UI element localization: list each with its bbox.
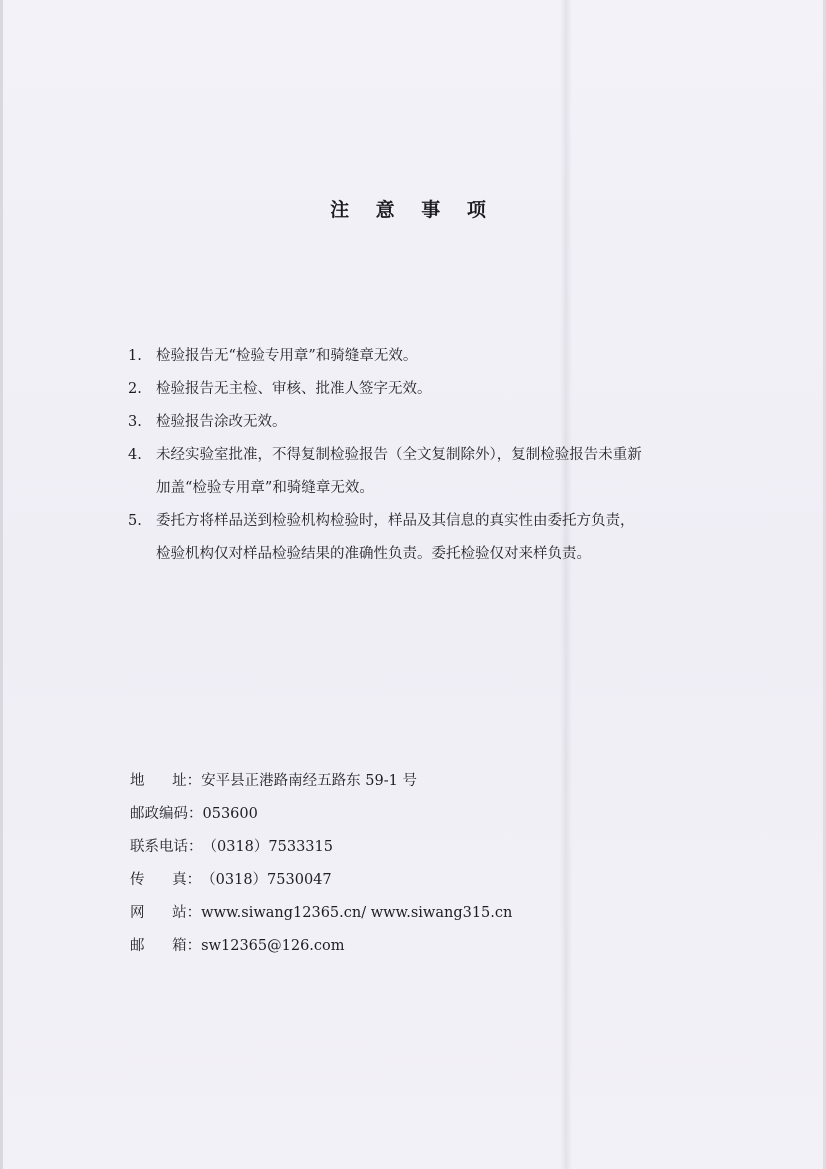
contact-label: 传 真： — [130, 872, 202, 888]
contact-value: （0318）7533315 — [202, 839, 333, 855]
note-text: 未经实验室批准，不得复制检验报告（全文复制除外），复制检验报告未重新 加盖“检验专用章”和骑缝章无效。 — [156, 447, 642, 496]
contact-postcode — [130, 798, 630, 831]
contact-value: 053600 — [202, 806, 258, 822]
contact-value: 安平县正港路南经五路东 59-1 号 — [201, 773, 417, 789]
note-item — [128, 439, 728, 505]
contact-phone — [130, 831, 630, 864]
contact-address — [130, 765, 630, 798]
note-item — [128, 373, 728, 406]
page-title: 注 意 事 项 — [330, 199, 496, 221]
note-number: 2. — [128, 381, 142, 397]
contact-label: 邮 箱： — [130, 938, 202, 954]
note-item — [128, 505, 728, 571]
notes-list — [128, 340, 728, 571]
contact-label: 地 址： — [130, 773, 202, 789]
contact-label: 邮政编码： — [130, 806, 203, 822]
contact-value: www.siwang12365.cn/ www.siwang315.cn — [201, 905, 513, 921]
contact-value: （0318）7530047 — [201, 872, 332, 888]
contact-website — [130, 897, 630, 930]
contact-fax — [130, 864, 630, 897]
note-item — [128, 406, 728, 439]
note-item — [128, 340, 728, 373]
contact-label: 网 站： — [130, 905, 202, 921]
contact-label: 联系电话： — [130, 839, 203, 855]
page-edge-left — [0, 0, 3, 1169]
note-number: 3. — [128, 414, 142, 430]
contact-email — [130, 930, 630, 963]
note-text: 委托方将样品送到检验机构检验时，样品及其信息的真实性由委托方负责， 检验机构仅对样品检验结果的准确性负责。委托检验仅对来样负责。 — [156, 513, 635, 562]
note-number: 4. — [128, 447, 142, 463]
note-text: 检验报告无主检、审核、批准人签字无效。 — [156, 381, 432, 397]
contact-value: sw12365@126.com — [201, 938, 345, 954]
note-number: 1. — [128, 348, 142, 364]
note-text: 检验报告无“检验专用章”和骑缝章无效。 — [156, 348, 418, 364]
note-text: 检验报告涂改无效。 — [156, 414, 287, 430]
contact-info — [130, 765, 630, 963]
note-number: 5. — [128, 513, 142, 529]
